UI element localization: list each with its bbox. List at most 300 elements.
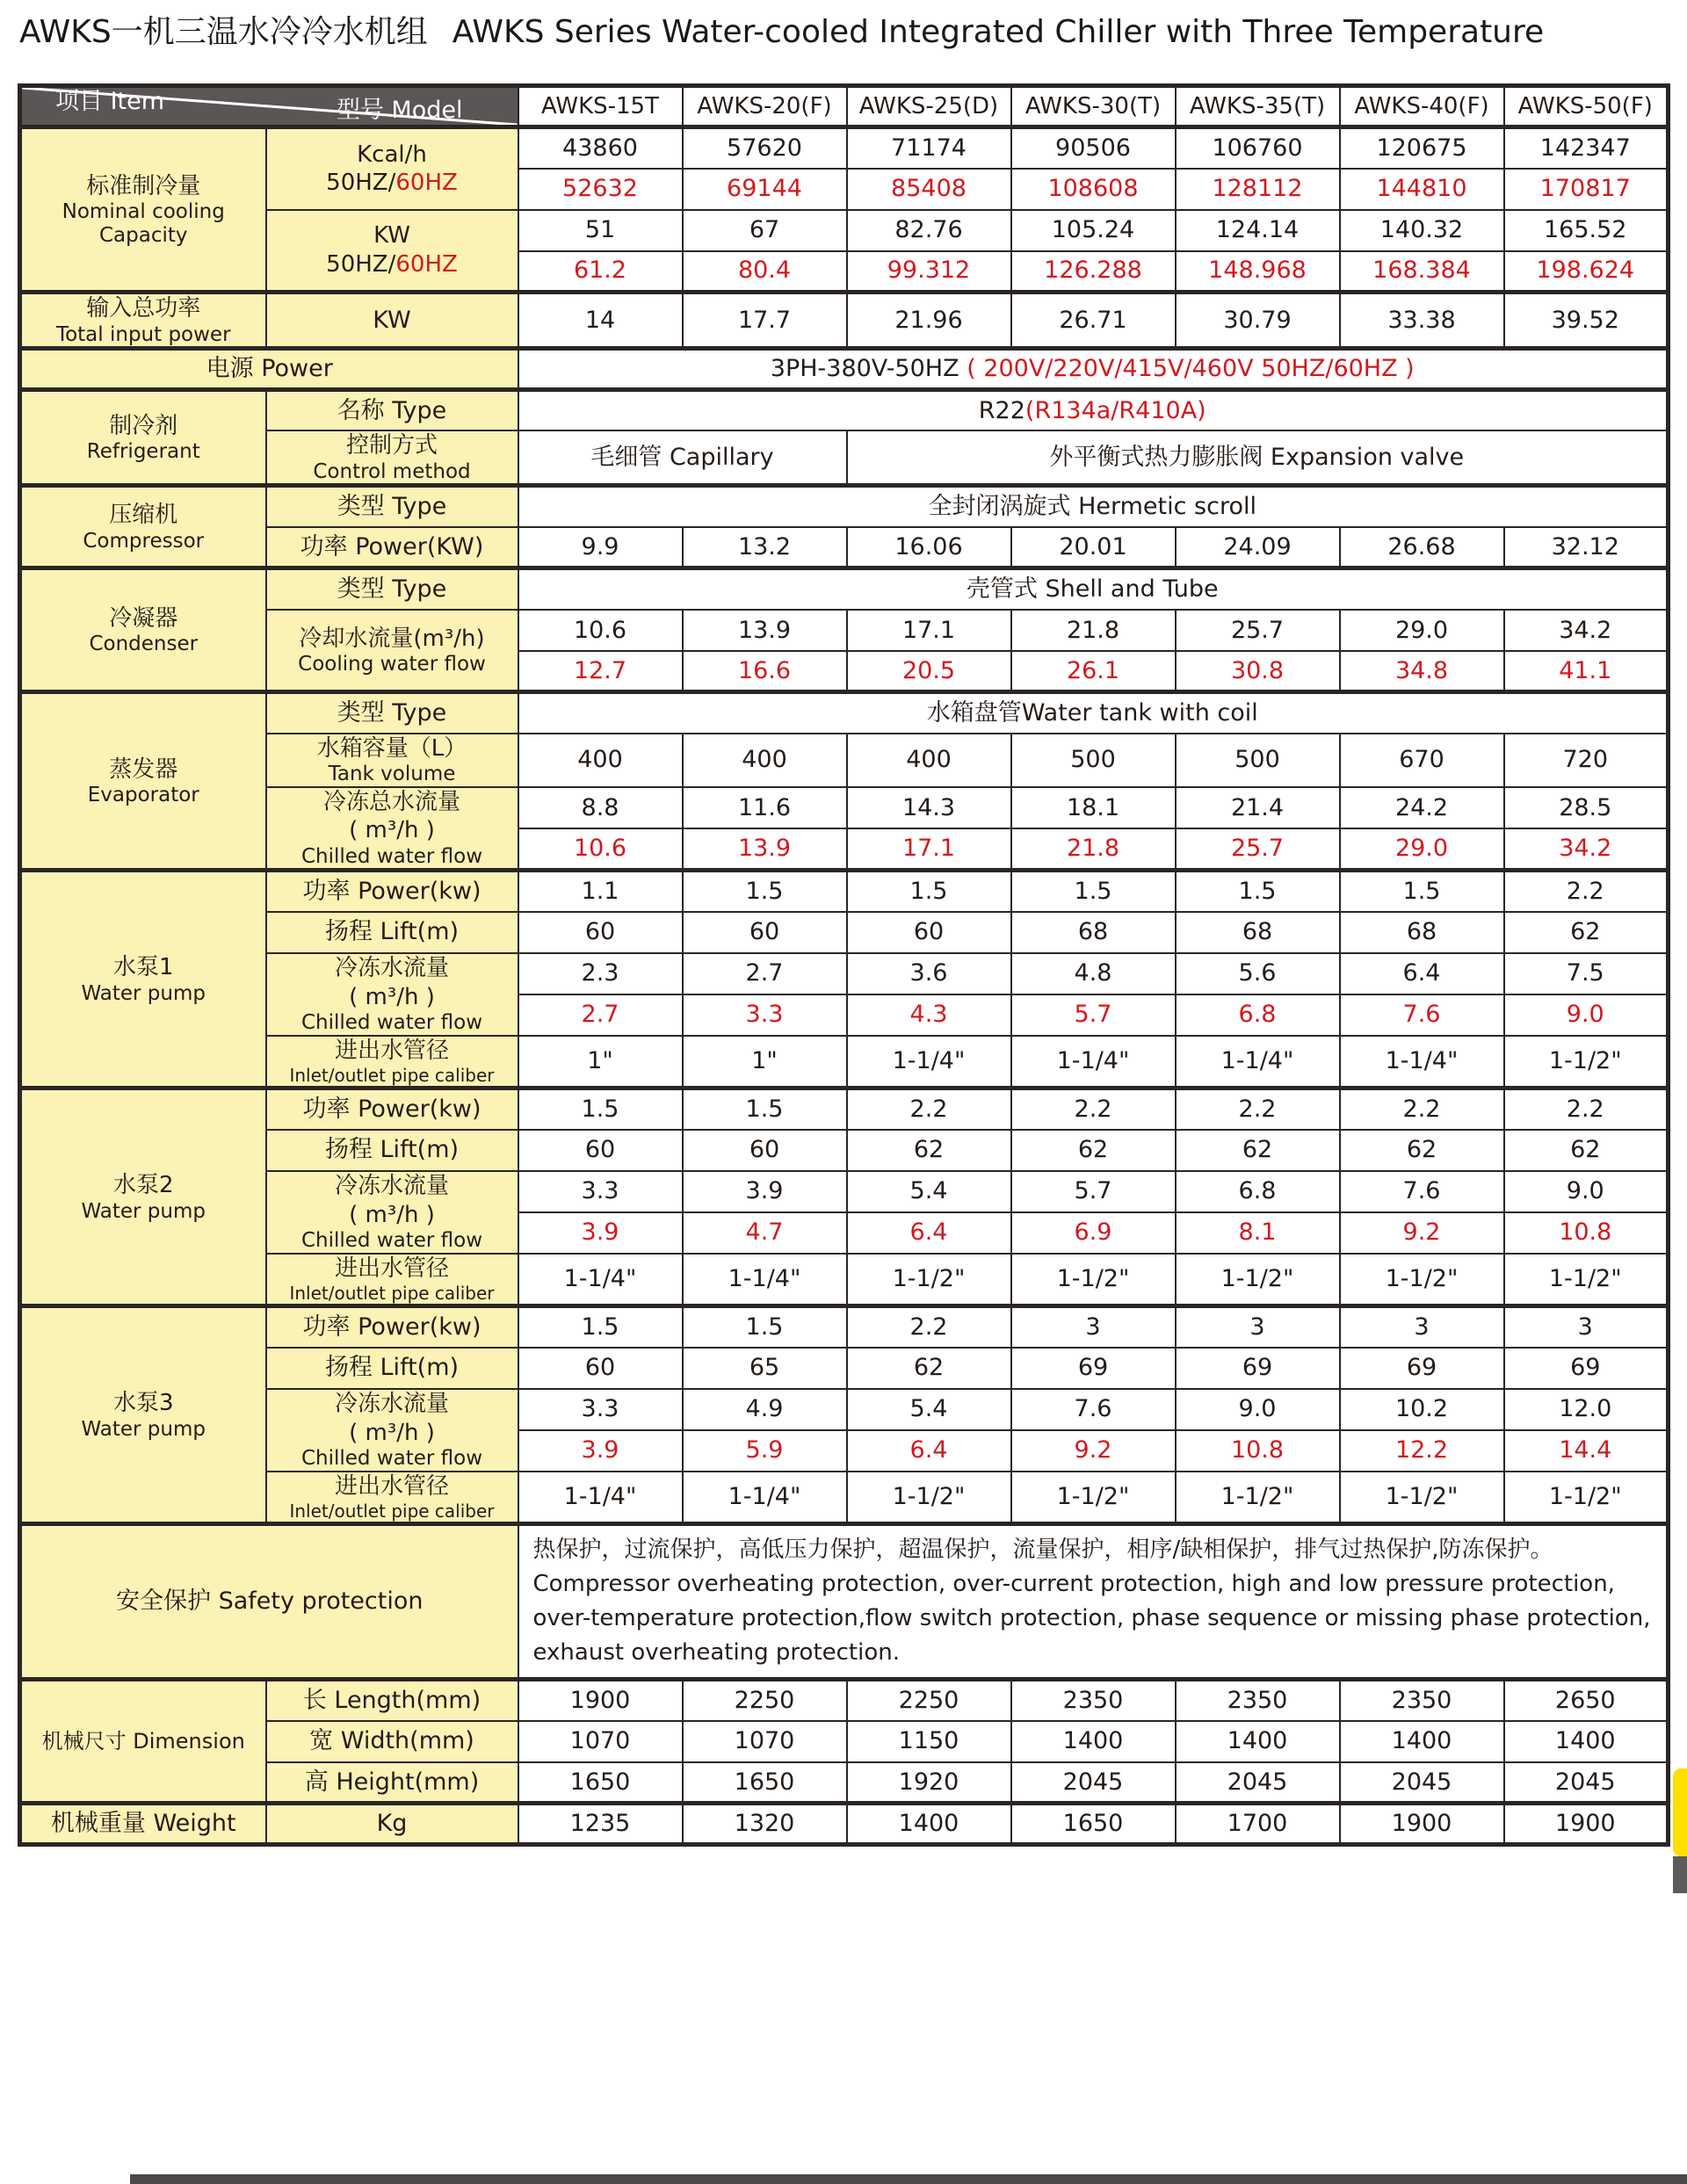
value-cell: 12.0 xyxy=(1504,1389,1669,1430)
row-label-kcal xyxy=(266,127,518,210)
value-cell: 1.1 xyxy=(518,871,683,912)
value-cell: 198.624 xyxy=(1504,251,1669,293)
section-label-en: Nominal cooling Capacity xyxy=(62,200,225,247)
section-label-input-power: 输入总功率 Total input power xyxy=(20,293,266,349)
value-cell: 1235 xyxy=(518,1804,683,1845)
page-edge-tab-gray xyxy=(1673,1856,1687,1893)
value-cell: 4.7 xyxy=(683,1212,847,1254)
value-cell: 1-1/2" xyxy=(1504,1254,1669,1306)
table-row xyxy=(20,1804,1669,1845)
row-label-pump-chilled-flow: 冷冻水流量 ( m³/h ) Chilled water flow xyxy=(266,1171,518,1254)
value-cell: 71174 xyxy=(847,127,1011,169)
control-method-capillary: 毛细管 Capillary xyxy=(518,430,847,485)
safety-text-zh: 热保护，过流保护，高低压力保护，超温保护，流量保护，相序/缺相保护，排气过热保护,防冻保护。 xyxy=(532,1537,1553,1564)
row-label-pump-lift: 扬程 Lift(m) xyxy=(266,1348,518,1389)
value-cell: 61.2 xyxy=(518,251,683,293)
value-cell: 16.6 xyxy=(683,651,847,692)
value-cell: 400 xyxy=(683,734,847,787)
value-cell: 60 xyxy=(518,912,683,953)
model-column-header: AWKS-30(T) xyxy=(1011,86,1176,127)
row-label-pump-pipe: 进出水管径 Inlet/outlet pipe caliber xyxy=(266,1254,518,1306)
model-column-header: AWKS-15T xyxy=(518,86,683,127)
value-cell: 1700 xyxy=(1176,1804,1340,1845)
hz-label: 50HZ/60HZ xyxy=(326,250,458,278)
value-cell: 2350 xyxy=(1340,1680,1504,1721)
value-cell: 3.3 xyxy=(518,1389,683,1430)
unit-label: Kcal/h xyxy=(357,141,427,168)
table-row xyxy=(20,210,1669,251)
value-cell: 69 xyxy=(1176,1348,1340,1389)
value-cell: 13.9 xyxy=(683,828,847,870)
value-cell: 1.5 xyxy=(1340,871,1504,912)
condenser-type-value: 壳管式 Shell and Tube xyxy=(518,568,1669,610)
row-label-length: 长 Length(mm) xyxy=(266,1680,518,1721)
value-cell: 10.2 xyxy=(1340,1389,1504,1430)
value-cell: 1-1/2" xyxy=(1176,1254,1340,1306)
hz-label: 50HZ/60HZ xyxy=(326,170,458,197)
row-label-pump-lift: 扬程 Lift(m) xyxy=(266,912,518,953)
value-cell: 720 xyxy=(1504,734,1669,787)
value-cell: 10.6 xyxy=(518,610,683,651)
table-row xyxy=(20,734,1669,787)
row-label-kw xyxy=(266,210,518,293)
value-cell: 1-1/4" xyxy=(847,1036,1011,1088)
value-cell: 21.96 xyxy=(847,293,1011,349)
value-cell: 1.5 xyxy=(518,1306,683,1348)
value-cell: 120675 xyxy=(1340,127,1504,169)
row-label-kw-unit: KW xyxy=(266,293,518,349)
model-column-header: AWKS-50(F) xyxy=(1504,86,1669,127)
value-cell: 9.0 xyxy=(1176,1389,1340,1430)
value-cell: 3.3 xyxy=(518,1171,683,1212)
refrigerant-name-value xyxy=(518,389,1669,430)
value-cell: 69 xyxy=(1504,1348,1669,1389)
value-cell: 7.5 xyxy=(1504,953,1669,994)
value-cell: 26.68 xyxy=(1340,527,1504,568)
row-label-condenser-type: 类型 Type xyxy=(266,568,518,610)
value-cell: 1-1/2" xyxy=(1504,1036,1669,1088)
value-cell: 85408 xyxy=(847,169,1011,210)
value-cell: 165.52 xyxy=(1504,210,1669,251)
value-cell: 21.8 xyxy=(1011,610,1176,651)
model-column-header: AWKS-25(D) xyxy=(847,86,1011,127)
value-cell: 28.5 xyxy=(1504,787,1669,828)
value-cell: 4.8 xyxy=(1011,953,1176,994)
value-cell: 68 xyxy=(1340,912,1504,953)
value-cell: 3.6 xyxy=(847,953,1011,994)
value-cell: 1-1/2" xyxy=(1504,1472,1669,1524)
value-cell: 3.9 xyxy=(518,1212,683,1254)
value-cell: 43860 xyxy=(518,127,683,169)
value-cell: 30.8 xyxy=(1176,651,1340,692)
value-cell: 400 xyxy=(518,734,683,787)
value-cell: 65 xyxy=(683,1348,847,1389)
value-cell: 20.5 xyxy=(847,651,1011,692)
page-edge-tab-yellow xyxy=(1673,1768,1687,1856)
value-cell: 25.7 xyxy=(1176,610,1340,651)
value-cell: 2650 xyxy=(1504,1680,1669,1721)
value-cell: 62 xyxy=(847,1348,1011,1389)
model-column-header: AWKS-40(F) xyxy=(1340,86,1504,127)
table-row xyxy=(20,1254,1669,1306)
table-row xyxy=(20,486,1669,527)
value-cell: 8.8 xyxy=(518,787,683,828)
value-cell: 2.2 xyxy=(1504,1088,1669,1130)
value-cell: 8.1 xyxy=(1176,1212,1340,1254)
value-cell: 30.79 xyxy=(1176,293,1340,349)
value-cell: 18.1 xyxy=(1011,787,1176,828)
value-cell: 400 xyxy=(847,734,1011,787)
value-cell: 105.24 xyxy=(1011,210,1176,251)
row-label-kg-unit: Kg xyxy=(266,1804,518,1845)
value-cell: 9.0 xyxy=(1504,1171,1669,1212)
section-label-dimension: 机械尺寸 Dimension xyxy=(20,1680,266,1804)
spec-table xyxy=(18,83,1670,1847)
value-cell: 3 xyxy=(1011,1306,1176,1348)
value-cell: 17.7 xyxy=(683,293,847,349)
section-label-safety-protection: 安全保护 Safety protection xyxy=(20,1524,518,1680)
value-cell: 3.9 xyxy=(683,1171,847,1212)
section-label-water-pump-3: 水泵3 Water pump xyxy=(20,1306,266,1524)
value-cell: 2.2 xyxy=(847,1306,1011,1348)
value-cell: 5.7 xyxy=(1011,994,1176,1036)
value-cell: 3 xyxy=(1176,1306,1340,1348)
value-cell: 1-1/4" xyxy=(1340,1036,1504,1088)
value-cell: 168.384 xyxy=(1340,251,1504,293)
value-cell: 3 xyxy=(1504,1306,1669,1348)
value-cell: 29.0 xyxy=(1340,610,1504,651)
control-method-expansion-valve: 外平衡式热力膨胀阀 Expansion valve xyxy=(847,430,1669,485)
value-cell: 10.8 xyxy=(1504,1212,1669,1254)
row-label-pump-power: 功率 Power(kw) xyxy=(266,1306,518,1348)
value-cell: 34.8 xyxy=(1340,651,1504,692)
table-row xyxy=(20,1389,1669,1430)
value-cell: 670 xyxy=(1340,734,1504,787)
value-cell: 4.3 xyxy=(847,994,1011,1036)
row-label-refrigerant-name: 名称 Type xyxy=(266,389,518,430)
value-cell: 26.1 xyxy=(1011,651,1176,692)
value-cell: 12.7 xyxy=(518,651,683,692)
value-cell: 9.2 xyxy=(1011,1430,1176,1472)
section-label-zh: 标准制冷量 xyxy=(86,172,201,199)
model-column-header: AWKS-35(T) xyxy=(1176,86,1340,127)
table-row xyxy=(20,953,1669,994)
value-cell: 1320 xyxy=(683,1804,847,1845)
value-cell: 1-1/4" xyxy=(1011,1036,1176,1088)
value-cell: 2045 xyxy=(1011,1762,1176,1804)
row-label-cooling-water-flow: 冷却水流量(m³/h) Cooling water flow xyxy=(266,610,518,692)
value-cell: 170817 xyxy=(1504,169,1669,210)
model-item-header-cell xyxy=(20,86,518,127)
value-cell: 7.6 xyxy=(1340,994,1504,1036)
item-header-label: 项目 Item xyxy=(55,88,165,116)
value-cell: 148.968 xyxy=(1176,251,1340,293)
row-label-height: 高 Height(mm) xyxy=(266,1762,518,1804)
row-label-pump-chilled-flow: 冷冻水流量 ( m³/h ) Chilled water flow xyxy=(266,1389,518,1472)
value-cell: 1400 xyxy=(1011,1721,1176,1762)
value-cell: 1650 xyxy=(518,1762,683,1804)
refrigerant-black: R22 xyxy=(978,396,1025,424)
value-cell: 62 xyxy=(1176,1130,1340,1171)
row-label-pump-lift: 扬程 Lift(m) xyxy=(266,1130,518,1171)
table-row xyxy=(20,1524,1669,1680)
table-row xyxy=(20,430,1669,485)
value-cell: 39.52 xyxy=(1504,293,1669,349)
value-cell: 1-1/2" xyxy=(847,1472,1011,1524)
value-cell: 5.9 xyxy=(683,1430,847,1472)
table-row xyxy=(20,787,1669,828)
power-supply-value xyxy=(518,348,1669,389)
value-cell: 1-1/2" xyxy=(1340,1472,1504,1524)
row-label-evaporator-type: 类型 Type xyxy=(266,692,518,734)
row-label-width: 宽 Width(mm) xyxy=(266,1721,518,1762)
value-cell: 5.4 xyxy=(847,1389,1011,1430)
table-row xyxy=(20,1306,1669,1348)
section-label-water-pump-1: 水泵1 Water pump xyxy=(20,871,266,1088)
row-label-pump-chilled-flow: 冷冻水流量 ( m³/h ) Chilled water flow xyxy=(266,953,518,1036)
value-cell: 2.7 xyxy=(683,953,847,994)
value-cell: 1-1/2" xyxy=(1340,1254,1504,1306)
value-cell: 2.7 xyxy=(518,994,683,1036)
table-row xyxy=(20,1130,1669,1171)
value-cell: 1400 xyxy=(1340,1721,1504,1762)
value-cell: 1-1/2" xyxy=(1011,1472,1176,1524)
value-cell: 68 xyxy=(1011,912,1176,953)
value-cell: 6.8 xyxy=(1176,994,1340,1036)
row-label-compressor-power: 功率 Power(KW) xyxy=(266,527,518,568)
value-cell: 21.8 xyxy=(1011,828,1176,870)
compressor-type-value: 全封闭涡旋式 Hermetic scroll xyxy=(518,486,1669,527)
value-cell: 2.2 xyxy=(1504,871,1669,912)
table-row xyxy=(20,1171,1669,1212)
power-supply-black: 3PH-380V-50HZ xyxy=(770,355,967,383)
value-cell: 25.7 xyxy=(1176,828,1340,870)
value-cell: 51 xyxy=(518,210,683,251)
value-cell: 1900 xyxy=(1504,1804,1669,1845)
value-cell: 62 xyxy=(1011,1130,1176,1171)
value-cell: 2045 xyxy=(1340,1762,1504,1804)
value-cell: 1070 xyxy=(683,1721,847,1762)
value-cell: 1.5 xyxy=(847,871,1011,912)
table-row xyxy=(20,1472,1669,1524)
value-cell: 52632 xyxy=(518,169,683,210)
value-cell: 2350 xyxy=(1011,1680,1176,1721)
value-cell: 7.6 xyxy=(1340,1171,1504,1212)
table-row xyxy=(20,871,1669,912)
value-cell: 69144 xyxy=(683,169,847,210)
value-cell: 41.1 xyxy=(1504,651,1669,692)
table-row xyxy=(20,912,1669,953)
value-cell: 68 xyxy=(1176,912,1340,953)
table-row xyxy=(20,527,1669,568)
section-label-weight: 机械重量 Weight xyxy=(20,1804,266,1845)
value-cell: 1150 xyxy=(847,1721,1011,1762)
value-cell: 16.06 xyxy=(847,527,1011,568)
value-cell: 2.2 xyxy=(1011,1088,1176,1130)
value-cell: 17.1 xyxy=(847,828,1011,870)
table-row xyxy=(20,1762,1669,1804)
value-cell: 62 xyxy=(847,1130,1011,1171)
value-cell: 99.312 xyxy=(847,251,1011,293)
model-header-label: 型号 Model xyxy=(336,97,463,124)
value-cell: 2250 xyxy=(683,1680,847,1721)
value-cell: 10.6 xyxy=(518,828,683,870)
value-cell: 1.5 xyxy=(683,1088,847,1130)
value-cell: 34.2 xyxy=(1504,610,1669,651)
value-cell: 6.4 xyxy=(1340,953,1504,994)
value-cell: 9.2 xyxy=(1340,1212,1504,1254)
row-label-control-method: 控制方式 Control method xyxy=(266,430,518,485)
hz-60-label: 60HZ xyxy=(395,250,458,278)
value-cell: 60 xyxy=(683,912,847,953)
value-cell: 62 xyxy=(1504,1130,1669,1171)
value-cell: 106760 xyxy=(1176,127,1340,169)
value-cell: 500 xyxy=(1011,734,1176,787)
value-cell: 2250 xyxy=(847,1680,1011,1721)
hz-60-label: 60HZ xyxy=(395,170,458,197)
table-row xyxy=(20,1088,1669,1130)
value-cell: 14.3 xyxy=(847,787,1011,828)
value-cell: 29.0 xyxy=(1340,828,1504,870)
value-cell: 3 xyxy=(1340,1306,1504,1348)
value-cell: 6.8 xyxy=(1176,1171,1340,1212)
value-cell: 80.4 xyxy=(683,251,847,293)
value-cell: 33.38 xyxy=(1340,293,1504,349)
value-cell: 1.5 xyxy=(683,1306,847,1348)
value-cell: 1400 xyxy=(1504,1721,1669,1762)
value-cell: 6.4 xyxy=(847,1212,1011,1254)
value-cell: 126.288 xyxy=(1011,251,1176,293)
value-cell: 90506 xyxy=(1011,127,1176,169)
value-cell: 1.5 xyxy=(1176,871,1340,912)
value-cell: 57620 xyxy=(683,127,847,169)
section-label-compressor: 压缩机 Compressor xyxy=(20,486,266,568)
value-cell: 21.4 xyxy=(1176,787,1340,828)
value-cell: 2.3 xyxy=(518,953,683,994)
value-cell: 1920 xyxy=(847,1762,1011,1804)
value-cell: 13.2 xyxy=(683,527,847,568)
value-cell: 1-1/2" xyxy=(1011,1254,1176,1306)
value-cell: 14.4 xyxy=(1504,1430,1669,1472)
value-cell: 124.14 xyxy=(1176,210,1340,251)
value-cell: 6.4 xyxy=(847,1430,1011,1472)
value-cell: 32.12 xyxy=(1504,527,1669,568)
value-cell: 1400 xyxy=(1176,1721,1340,1762)
value-cell: 9.9 xyxy=(518,527,683,568)
row-label-pump-power: 功率 Power(kw) xyxy=(266,1088,518,1130)
value-cell: 5.7 xyxy=(1011,1171,1176,1212)
value-cell: 2045 xyxy=(1176,1762,1340,1804)
value-cell: 1.5 xyxy=(518,1088,683,1130)
value-cell: 142347 xyxy=(1504,127,1669,169)
value-cell: 500 xyxy=(1176,734,1340,787)
value-cell: 1650 xyxy=(683,1762,847,1804)
value-cell: 3.9 xyxy=(518,1430,683,1472)
row-label-tank-volume: 水箱容量（L） Tank volume xyxy=(266,734,518,787)
table-row xyxy=(20,1680,1669,1721)
value-cell: 1-1/2" xyxy=(1176,1472,1340,1524)
value-cell: 60 xyxy=(847,912,1011,953)
section-label-evaporator: 蒸发器 Evaporator xyxy=(20,692,266,871)
table-row xyxy=(20,127,1669,169)
value-cell: 5.6 xyxy=(1176,953,1340,994)
value-cell: 1" xyxy=(518,1036,683,1088)
value-cell: 128112 xyxy=(1176,169,1340,210)
table-row xyxy=(20,389,1669,430)
value-cell: 2.2 xyxy=(1176,1088,1340,1130)
value-cell: 60 xyxy=(683,1130,847,1171)
value-cell: 24.09 xyxy=(1176,527,1340,568)
value-cell: 6.9 xyxy=(1011,1212,1176,1254)
value-cell: 1-1/4" xyxy=(518,1254,683,1306)
table-row xyxy=(20,1721,1669,1762)
value-cell: 69 xyxy=(1011,1348,1176,1389)
section-label-condenser: 冷凝器 Condenser xyxy=(20,568,266,692)
table-row xyxy=(20,1036,1669,1088)
value-cell: 13.9 xyxy=(683,610,847,651)
value-cell: 26.71 xyxy=(1011,293,1176,349)
value-cell: 2045 xyxy=(1504,1762,1669,1804)
value-cell: 5.4 xyxy=(847,1171,1011,1212)
row-label-pump-pipe: 进出水管径 Inlet/outlet pipe caliber xyxy=(266,1036,518,1088)
value-cell: 140.32 xyxy=(1340,210,1504,251)
value-cell: 10.8 xyxy=(1176,1430,1340,1472)
value-cell: 1900 xyxy=(518,1680,683,1721)
value-cell: 67 xyxy=(683,210,847,251)
section-label-water-pump-2: 水泵2 Water pump xyxy=(20,1088,266,1306)
value-cell: 7.6 xyxy=(1011,1389,1176,1430)
value-cell: 1" xyxy=(683,1036,847,1088)
value-cell: 144810 xyxy=(1340,169,1504,210)
value-cell: 24.2 xyxy=(1340,787,1504,828)
row-label-compressor-type: 类型 Type xyxy=(266,486,518,527)
table-row xyxy=(20,692,1669,734)
value-cell: 4.9 xyxy=(683,1389,847,1430)
value-cell: 12.2 xyxy=(1340,1430,1504,1472)
value-cell: 62 xyxy=(1340,1130,1504,1171)
page-title xyxy=(19,7,1544,52)
value-cell: 9.0 xyxy=(1504,994,1669,1036)
table-row xyxy=(20,568,1669,610)
value-cell: 1-1/4" xyxy=(1176,1036,1340,1088)
page-title-en: AWKS Series Water-cooled Integrated Chiller with Three Temperature xyxy=(452,14,1545,50)
bottom-bar xyxy=(130,2174,1687,2184)
model-column-header: AWKS-20(F) xyxy=(683,86,847,127)
page-title-zh: AWKS一机三温水冷冷水机组 xyxy=(19,14,428,50)
value-cell: 1.5 xyxy=(683,871,847,912)
value-cell: 11.6 xyxy=(683,787,847,828)
value-cell: 2350 xyxy=(1176,1680,1340,1721)
value-cell: 108608 xyxy=(1011,169,1176,210)
value-cell: 1.5 xyxy=(1011,871,1176,912)
value-cell: 20.01 xyxy=(1011,527,1176,568)
value-cell: 1-1/2" xyxy=(847,1254,1011,1306)
safety-text-en: Compressor overheating protection, over-current protection, high and low pressure protection, over-temperature protection,flow switch protection, phase sequence or missing phase protection, exhaust overheating protection. xyxy=(532,1571,1651,1667)
value-cell: 60 xyxy=(518,1130,683,1171)
section-label-cooling-capacity xyxy=(20,127,266,293)
value-cell: 1900 xyxy=(1340,1804,1504,1845)
value-cell: 60 xyxy=(518,1348,683,1389)
safety-protection-text xyxy=(518,1524,1669,1680)
section-label-refrigerant: 制冷剂 Refrigerant xyxy=(20,389,266,485)
table-row xyxy=(20,1348,1669,1389)
value-cell: 17.1 xyxy=(847,610,1011,651)
value-cell: 2.2 xyxy=(847,1088,1011,1130)
table-row xyxy=(20,610,1669,651)
value-cell: 1-1/4" xyxy=(518,1472,683,1524)
value-cell: 1070 xyxy=(518,1721,683,1762)
power-supply-red: ( 200V/220V/415V/460V 50HZ/60HZ ) xyxy=(967,355,1415,383)
